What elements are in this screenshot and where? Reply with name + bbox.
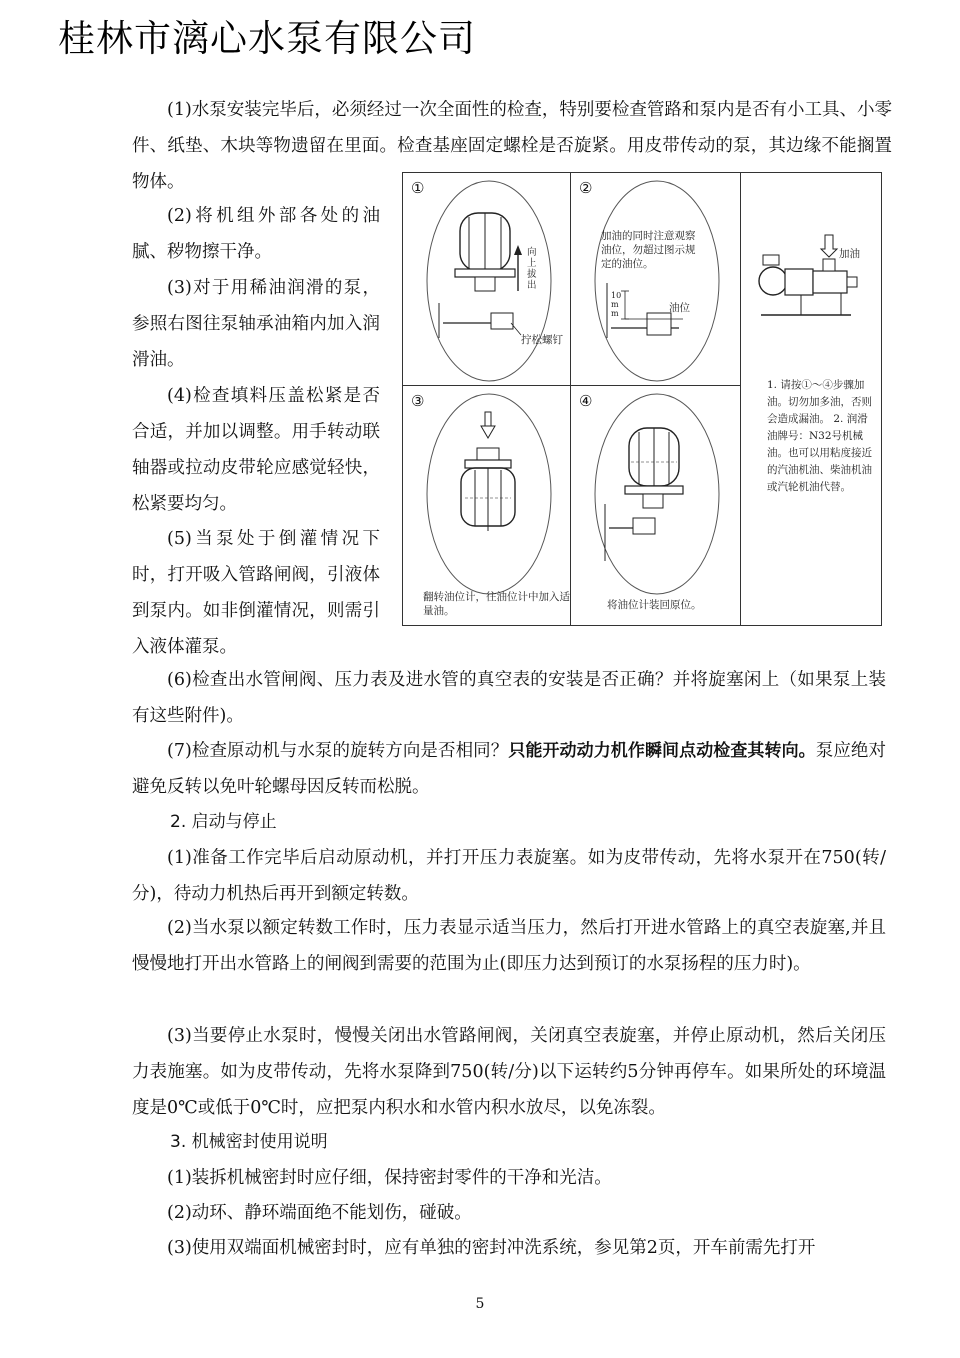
- figure-panel-3: [403, 386, 571, 625]
- step-7-text-bold: 只能开动动力机作瞬间点动检查其转向。: [508, 741, 816, 761]
- oil-fill-figure: [402, 172, 882, 626]
- page-number: 5: [475, 1296, 485, 1312]
- oil-note: 1. 请按①～④步骤加油。切勿加多油，否则会造成漏油。 2. 润滑油牌号：N32号机械油。也可以用粘度接近的汽油机油、柴油机油或汽轮机油代替。: [767, 379, 872, 493]
- step-number-2: ②: [579, 179, 593, 197]
- figure-panel-pump: [741, 173, 881, 625]
- step-5: (5)当泵处于倒灌情况下时，打开吸入管路闸阀，引液体到泵内。如非倒灌情况，则需引入液体灌泵。: [132, 529, 380, 657]
- figure-panel-1: [403, 173, 571, 386]
- oil-level-drawing: [571, 173, 741, 386]
- section-3-p2: (2)动环、静环端面绝不能划伤，碰破。: [167, 1203, 472, 1223]
- step-7-text-c: 泵应绝对避免反转以免叶轮螺母因反转而松脱。: [132, 741, 887, 797]
- step-4: (4)检查填料压盖松紧是否合适，并加以调整。用手转动联轴器或拉动皮带轮应感觉轻快，松紧要均匀。: [132, 386, 380, 514]
- add-oil-label: 加油: [839, 248, 860, 260]
- company-name: 桂林市漓心水泵有限公司: [58, 17, 476, 60]
- section-2-title: 2. 启动与停止: [170, 812, 277, 832]
- screw-label: 拧松螺钉: [521, 334, 563, 346]
- pump-drawing: [741, 173, 881, 373]
- section-3-title: 3. 机械密封使用说明: [170, 1132, 328, 1152]
- section-3-p1: (1)装拆机械密封时应仔细，保持密封零件的干净和光洁。: [167, 1168, 612, 1188]
- invert-caption: 翻转油位计，往油位计中加入适量油。: [423, 591, 570, 617]
- step-7-text-a: (7)检查原动机与水泵的旋转方向是否相同？: [167, 741, 509, 761]
- step-3: (3)对于用稀油润滑的泵，参照右图往泵轴承油箱内加入润滑油。: [132, 278, 380, 370]
- figure-panel-4: [571, 386, 741, 625]
- figure-panel-2: [571, 173, 741, 386]
- measurement-label: 10mm: [611, 291, 622, 318]
- oil-level-label: 油位: [669, 302, 690, 314]
- step-2: (2)将机组外部各处的油腻、秽物擦干净。: [132, 206, 380, 262]
- step-7: [132, 733, 886, 805]
- step-1: (1)水泵安装完毕后，必须经过一次全面性的检查，特别要检查管路和泵内是否有小工具、小零件、纸垫、木块等物遗留在里面。检查基座固定螺栓是否旋紧。用皮带传动的泵，其边缘不能搁置物体。: [132, 100, 892, 192]
- section-2-p3: (3)当要停止水泵时，慢慢关闭出水管路闸阀，关闭真空表旋塞，并停止原动机，然后关闭压力表施塞。如为皮带传动，先将水泵降到750(转/分)以下运转约5分钟再停车。如果所处的环境温度是0℃或低于0℃时，应把泵内积水和水管内积水放尽，以免冻裂。: [132, 1026, 886, 1118]
- section-2-p2: (2)当水泵以额定转数工作时，压力表显示适当压力，然后打开进水管路上的真空表旋塞,并且慢慢地打开出水管路上的闸阀到需要的范围为止(即压力达到预订的水泵扬程的压力时)。: [132, 918, 886, 974]
- step-number-1: ①: [411, 179, 425, 197]
- step-number-4: ④: [579, 392, 593, 410]
- oil-gauge-remove-drawing: [403, 173, 571, 386]
- step-number-3: ③: [411, 392, 425, 410]
- reinstall-gauge-drawing: [571, 386, 741, 625]
- up-label: 向上拔出: [527, 247, 537, 291]
- oil-level-note: 加油的同时注意观察油位，勿超过图示规定的油位。: [601, 230, 696, 270]
- section-2-p1: (1)准备工作完毕后启动原动机，并打开压力表旋塞。如为皮带传动，先将水泵开在750(转/分)，待动力机热后再开到额定转数。: [132, 848, 886, 904]
- section-3-p3: (3)使用双端面机械密封时，应有单独的密封冲洗系统，参见第2页，开车前需先打开: [167, 1238, 816, 1258]
- step-6: (6)检查出水管闸阀、压力表及进水管的真空表的安装是否正确？并将旋塞闲上（如果泵上装有这些附件)。: [132, 670, 886, 726]
- reinstall-caption: 将油位计装回原位。: [607, 599, 702, 611]
